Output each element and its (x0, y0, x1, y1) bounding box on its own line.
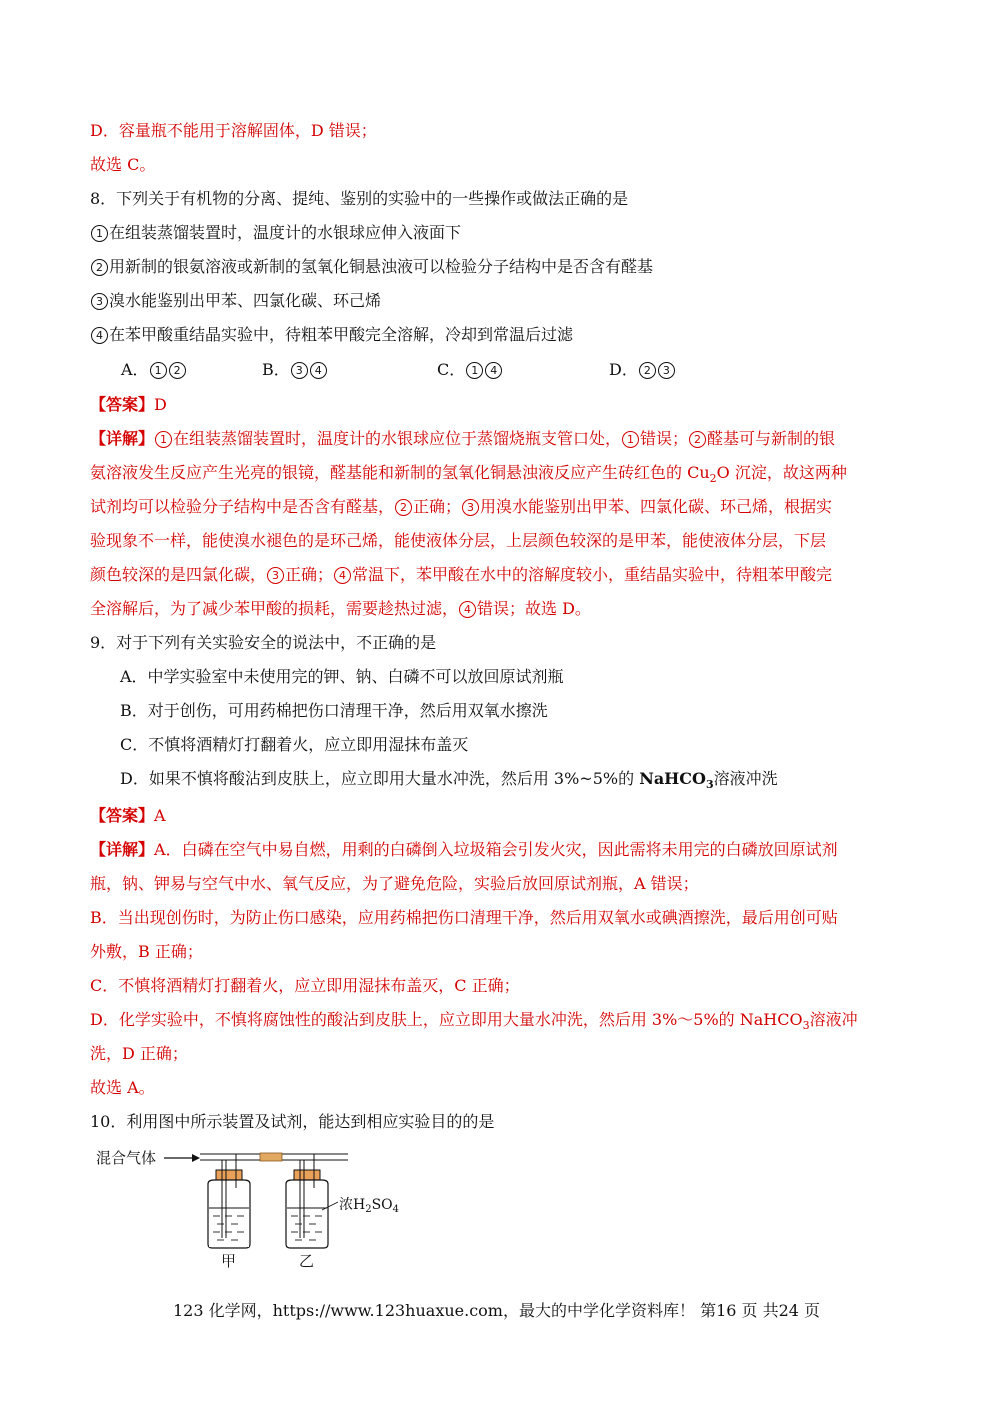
q8-statement-1 (90, 222, 461, 244)
q9-conclusion: 故选 A。 (90, 1078, 155, 1097)
q8-option-d: D． 2 3 (609, 359, 676, 381)
q8-detail-line-6: 全溶解后，为了减少苯甲酸的损耗，需要趁热过滤， 4 错误；故选 D。 (90, 599, 591, 618)
acid-label: 浓$H_2SO_4$ (339, 1197, 400, 1215)
q8-detail-line-3: 试剂均可以检验分子结构中是否含有醛基， 2 正确； 3 用溴水能鉴别出甲苯、四氯化碳、环己烯，根据实 (90, 497, 833, 516)
q9-stem: 9．对于下列有关实验安全的说法中，不正确的是 (90, 633, 437, 652)
q8-statement-3-text: 溴水能鉴别出甲苯、四氯化碳、环己烯 (109, 291, 382, 310)
q8-detail-line-5: 颜色较深的是四氯化碳， 3 正确； 4 常温下，苯甲酸在水中的溶解度较小，重结晶实验中，待粗苯甲酸完 (90, 565, 833, 584)
bottle-left (208, 1154, 250, 1248)
q8-statement-1-text: 在组装蒸馏装置时，温度计的水银球应伸入液面下 (109, 223, 462, 242)
q8-answer: 【答案】D (90, 395, 167, 414)
bottle-right-label: 乙 (299, 1252, 315, 1270)
q10-stem: 10．利用图中所示装置及试剂，能达到相应实验目的的是 (90, 1112, 495, 1131)
q8-statement-2 (90, 256, 653, 278)
q9-detail-line-4: 外敷，B 正确； (90, 942, 203, 961)
arrow-head-icon (192, 1154, 200, 1162)
q8-statement-4-text: 在苯甲酸重结晶实验中，待粗苯甲酸完全溶解，冷却到常温后过滤 (109, 325, 574, 344)
apparatus-figure (96, 1142, 416, 1278)
circled-3: 3 (91, 293, 108, 310)
prev-option-d-line: D．容量瓶不能用于溶解固体，D 错误； (90, 121, 377, 140)
circled-4: 4 (91, 327, 108, 344)
bottle-right (286, 1154, 338, 1248)
q9-detail-line-2: 瓶，钠、钾易与空气中水、氧气反应，为了避免危险，实验后放回原试剂瓶，A 错误； (90, 874, 699, 893)
q9-detail-line-3: B．当出现创伤时，为防止伤口感染，应用药棉把伤口清理干净，然后用双氧水或碘酒擦洗，最后用创可贴 (90, 908, 838, 927)
circled-1: 1 (91, 225, 108, 242)
bottle-left-label: 甲 (221, 1252, 237, 1270)
q9-answer: 【答案】A (90, 806, 166, 825)
q9-option-a: A．中学实验室中未使用完的钾、钠、白磷不可以放回原试剂瓶 (120, 667, 564, 686)
q8-detail-line-2: 氨溶液发生反应产生光亮的银镜，醛基能和新制的氢氧化铜悬浊液反应产生砖红色的 $Cu_2O$ 沉淀，故这两种 (90, 463, 847, 486)
q8-option-c: C． 1 4 (437, 359, 503, 381)
q8-detail-line-4: 验现象不一样，能使溴水褪色的是环己烯，能使液体分层，上层颜色较深的是甲苯，能使液体分层，下层 (90, 531, 827, 550)
q8-option-a: A． 1 2 (121, 359, 187, 381)
gas-washing-bottles-diagram (96, 1142, 416, 1274)
q9-detail-line-5: C．不慎将酒精灯打翻着火，应立即用湿抹布盖灭，C 正确； (90, 976, 520, 995)
q9-option-c: C．不慎将酒精灯打翻着火，应立即用湿抹布盖灭 (120, 735, 469, 754)
q9-detail-line-6: D．化学实验中，不慎将腐蚀性的酸沾到皮肤上，应立即用大量水冲洗，然后用 3%～5%的 NaHCO$_3$溶液冲 (90, 1010, 858, 1033)
q9-detail-line-1: 【详解】A．白磷在空气中易自燃，用剩的白磷倒入垃圾箱会引发火灾，因此需将未用完的白磷放回原试剂 (90, 840, 838, 859)
q8-stem: 8．下列关于有机物的分离、提纯、鉴别的实验中的一些操作或做法正确的是 (90, 189, 629, 208)
q8-statement-4 (90, 324, 573, 346)
q8-statement-2-text: 用新制的银氨溶液或新制的氢氧化铜悬浊液可以检验分子结构中是否含有醛基 (109, 257, 654, 276)
q9-option-d: D．如果不慎将酸沾到皮肤上，应立即用大量水冲洗，然后用 3%~5%的 NaHCO$_3$溶液冲洗 (120, 769, 778, 792)
q9-option-b: B．对于创伤，可用药棉把伤口清理干净，然后用双氧水擦洗 (120, 701, 548, 720)
page-footer: 123 化学网，https://www.123huaxue.com，最大的中学化学资料库！ 第16 页 共24 页 (172, 1301, 821, 1320)
circled-2: 2 (91, 259, 108, 276)
q8-option-b: B． 3 4 (262, 359, 328, 381)
prev-conclusion: 故选 C。 (90, 155, 156, 174)
q8-options (0, 359, 993, 381)
inlet-label: 混合气体 (96, 1149, 157, 1167)
q8-detail-line-1: 【详解】 1 在组装蒸馏装置时，温度计的水银球应位于蒸馏烧瓶支管口处， 1 错误； 2 醛基可与新制的银 (90, 429, 836, 448)
rubber-connector (260, 1153, 282, 1161)
q8-statement-3 (90, 290, 381, 312)
q9-detail-line-7: 洗，D 正确； (90, 1044, 188, 1063)
